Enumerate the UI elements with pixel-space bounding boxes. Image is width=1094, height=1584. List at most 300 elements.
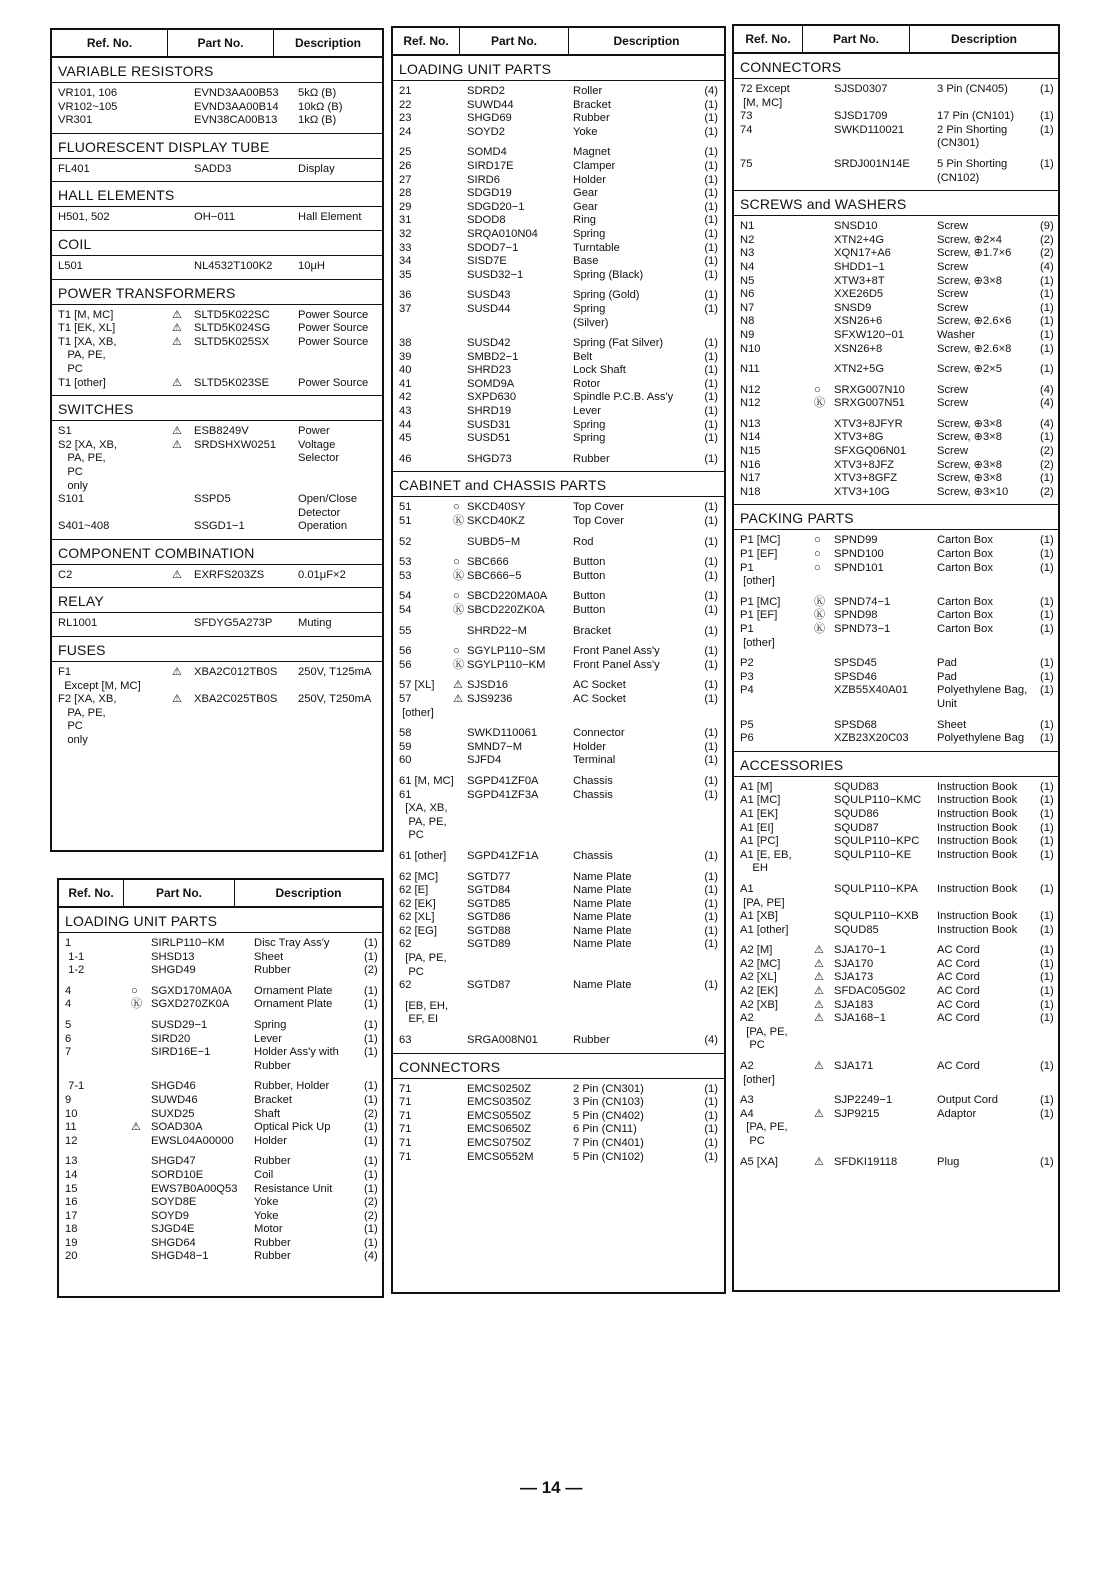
cell-description: Rubber (254, 1059, 291, 1072)
cell-mark (814, 261, 834, 275)
cell-description: Button (573, 604, 606, 616)
cell-ref-no: 29 (399, 200, 412, 213)
cell-description: 0.01μF×2 (298, 568, 346, 581)
cell-mark (131, 1237, 151, 1251)
table-row (740, 910, 1052, 924)
cell-ref-no: 40 (399, 364, 412, 377)
cell-quantity: (1) (1040, 821, 1054, 834)
cell-quantity: (1) (704, 535, 718, 548)
cell-ref-no: 42 (399, 391, 412, 404)
cell-ref-no: 9 (65, 1093, 72, 1106)
table-row (65, 985, 376, 999)
cell-description: Spring (Fat Silver) (573, 337, 664, 350)
section-title: SWITCHES (52, 395, 382, 421)
cell-description (298, 707, 402, 721)
table-row (740, 486, 1052, 500)
cell-mark (814, 275, 834, 289)
cell-quantity: (1) (704, 754, 718, 767)
cell-part-no: SJA171 (834, 1060, 874, 1073)
cell-part-no: ESB8249V (194, 425, 249, 438)
cell-mark (814, 247, 834, 261)
cell-mark (131, 951, 151, 965)
table-row (399, 979, 718, 993)
cell-quantity: (1) (704, 515, 718, 528)
table-row (740, 158, 1052, 172)
cell-ref-no: 27 (399, 173, 412, 186)
cell-mark (172, 114, 194, 128)
cell-quantity: (1) (1040, 609, 1054, 622)
table-row (740, 862, 1052, 876)
cell-mark (814, 1039, 834, 1053)
cell-description: Ring (573, 214, 597, 227)
cell-quantity: (1) (704, 624, 718, 637)
table-row (399, 364, 718, 378)
cell-part-no (834, 862, 937, 876)
cell-quantity (696, 952, 718, 966)
table-row (65, 1237, 376, 1251)
cell-part-no: SHDD1−1 (834, 260, 885, 273)
cell-mark (131, 964, 151, 978)
cell-mark (131, 1196, 151, 1210)
header-part-no: Part No. (168, 30, 274, 56)
cell-quantity: (1) (1040, 718, 1054, 731)
cell-mark: ⚠ (172, 666, 183, 679)
cell-part-no: SLTD5K022SC (194, 308, 270, 321)
cell-ref-no: 62 [EG] (399, 924, 437, 937)
cell-ref-no: S1 (58, 425, 72, 438)
cell-description: Operation (298, 520, 348, 533)
cell-description: Display (298, 162, 335, 175)
cell-quantity: (4) (1040, 383, 1054, 396)
cell-quantity: (1) (704, 556, 718, 569)
cell-quantity: (1) (1040, 910, 1054, 923)
cell-ref-no: 24 (399, 125, 412, 138)
cell-quantity: (1) (364, 1168, 378, 1181)
cell-part-no: XTW3+8T (834, 274, 885, 287)
table-row (58, 734, 376, 748)
cell-description: (CN301) (937, 137, 980, 150)
cell-part-no: SGPD41ZF1A (467, 849, 539, 862)
cell-mark (172, 680, 194, 694)
cell-ref-no: 56 (399, 658, 412, 671)
cell-mark (814, 684, 834, 698)
cell-description: Lever (573, 405, 601, 418)
cell-part-no: SJS9236 (467, 692, 513, 705)
cell-quantity: (1) (704, 227, 718, 240)
cell-mark (172, 452, 194, 466)
cell-part-no: SXPD630 (467, 391, 517, 404)
table-row (740, 329, 1052, 343)
cell-quantity: (1) (704, 884, 718, 897)
cell-part-no: SHRD19 (467, 405, 512, 418)
cell-quantity: (1) (1040, 328, 1054, 341)
cell-ref-no: EH (740, 862, 768, 875)
cell-quantity: (1) (364, 1018, 378, 1031)
cell-part-no: SGXD270ZK0A (151, 998, 230, 1011)
cell-quantity: (1) (704, 911, 718, 924)
cell-part-no: SOYD9 (151, 1209, 189, 1222)
cell-ref-no: 74 (740, 123, 753, 136)
cell-mark (131, 1250, 151, 1264)
cell-part-no (194, 680, 298, 694)
cell-quantity: (1) (1040, 595, 1054, 608)
cell-ref-no: [EB, EH, (399, 999, 449, 1012)
table-row (65, 1033, 376, 1047)
cell-description: 10μH (298, 259, 325, 272)
cell-ref-no: 61 (399, 788, 412, 801)
table-row (740, 985, 1052, 999)
cell-part-no: NL4532T100K2 (194, 259, 273, 272)
cell-part-no: XBA2C012TB0S (194, 666, 278, 679)
cell-part-no (194, 734, 298, 748)
cell-ref-no: C2 (58, 568, 73, 581)
table-row: 53 ○ SBC666 Button (1) (399, 556, 718, 569)
cell-ref-no: N15 (740, 445, 761, 458)
cell-description: Spring (254, 1018, 287, 1031)
table-row (740, 609, 1052, 623)
cell-quantity (1040, 97, 1052, 111)
cell-description: Detector (298, 506, 341, 519)
cell-quantity: (1) (1040, 363, 1054, 376)
cell-part-no: SHGD46 (151, 1080, 196, 1093)
cell-description: Instruction Book (937, 794, 1018, 807)
table-row (58, 211, 376, 225)
cell-part-no: SQUD87 (834, 821, 879, 834)
cell-description: Screw (937, 220, 969, 233)
cell-quantity: (1) (704, 679, 718, 692)
cell-part-no: SPSD45 (834, 657, 877, 670)
table-row (58, 666, 376, 680)
cell-mark (814, 910, 834, 924)
cell-quantity: (1) (704, 432, 718, 445)
cell-quantity: (1) (1040, 123, 1054, 136)
cell-mark (814, 1074, 834, 1088)
cell-mark (814, 794, 834, 808)
cell-quantity: (1) (1040, 684, 1054, 697)
cell-quantity: (1) (364, 937, 378, 949)
cell-quantity: (2) (364, 1196, 378, 1209)
section-title: CONNECTORS (393, 1053, 724, 1079)
cell-ref-no: A1 [E, EB, (740, 848, 792, 861)
cell-quantity (1040, 862, 1052, 876)
table-row (399, 775, 718, 789)
cell-ref-no: 60 (399, 754, 412, 767)
cell-mark: ⚠ (172, 425, 183, 438)
cell-description (298, 720, 402, 734)
cell-quantity: (1) (1040, 472, 1054, 485)
table-row (65, 951, 376, 965)
table-row (740, 1039, 1052, 1053)
cell-ref-no: Except [M, MC] (58, 679, 141, 692)
cell-ref-no: PC (740, 1135, 765, 1147)
cell-quantity (696, 707, 718, 721)
cell-ref-no (740, 698, 814, 712)
table-row (399, 289, 718, 303)
cell-quantity: (1) (1040, 657, 1054, 670)
table-row (740, 110, 1052, 124)
cell-ref-no (399, 317, 467, 331)
cell-ref-no: VR301 (58, 114, 93, 127)
cell-mark (814, 1121, 834, 1135)
cell-quantity: (1) (704, 1123, 718, 1136)
cell-description: Washer (937, 328, 976, 341)
cell-part-no: XTV3+8G (834, 431, 884, 444)
cell-description: Screw, ⊕3×8 (937, 458, 1003, 471)
cell-part-no: SHGD47 (151, 1155, 196, 1168)
table-row (740, 302, 1052, 316)
table-row (740, 719, 1052, 733)
cell-description: Holder (573, 740, 606, 753)
cell-ref-no: A2 [XB] (740, 998, 778, 1011)
cell-mark (814, 315, 834, 329)
cell-part-no: SNSD10 (834, 220, 878, 233)
cell-part-no: SUSD44 (467, 302, 511, 315)
cell-part-no (194, 349, 298, 363)
cell-description: Instruction Book (937, 923, 1018, 936)
cell-quantity: (1) (704, 364, 718, 377)
cell-quantity: (1) (704, 604, 718, 616)
cell-description: 250V, T250mA (298, 693, 372, 706)
cell-quantity (1040, 637, 1052, 651)
cell-description: Ornament Plate (254, 998, 333, 1011)
cell-mark (814, 302, 834, 316)
section-title: CONNECTORS (734, 54, 1058, 79)
cell-quantity (1040, 137, 1052, 151)
cell-quantity: (1) (364, 1046, 378, 1059)
cell-quantity: (1) (1040, 1094, 1054, 1107)
cell-part-no: SPSD68 (834, 718, 877, 731)
cell-part-no: XSN26+8 (834, 342, 883, 355)
cell-part-no: SKCD40SY (467, 501, 526, 514)
table-row (65, 964, 376, 978)
cell-description: Rubber (573, 112, 610, 125)
cell-description: Screw (937, 301, 969, 314)
table-row (399, 1034, 718, 1048)
cell-mark (131, 1108, 151, 1122)
cell-ref-no: 22 (399, 98, 412, 111)
table-row (740, 261, 1052, 275)
table-row (58, 363, 376, 377)
cell-ref-no: [PA, PE, (399, 952, 447, 965)
header-part-no: Part No. (124, 880, 235, 906)
cell-mark: ⚠ (814, 957, 825, 970)
table-row (740, 822, 1052, 836)
cell-ref-no: PA, PE, (58, 706, 106, 719)
cell-description (298, 680, 402, 694)
table-row (399, 727, 718, 741)
cell-part-no: SHGD64 (151, 1236, 196, 1249)
table-row (740, 657, 1052, 671)
cell-part-no: SJSD1709 (834, 110, 888, 123)
table-row (399, 269, 718, 283)
table-row (65, 998, 376, 1012)
cell-mark (814, 172, 834, 186)
cell-ref-no: [PA, PE, (740, 1025, 788, 1038)
cell-quantity (696, 829, 718, 843)
table-row (740, 698, 1052, 712)
cell-quantity (696, 317, 718, 331)
table-row (399, 1013, 718, 1027)
cell-mark (131, 1169, 151, 1183)
section-title: RELAY (52, 587, 382, 613)
cell-part-no: SIRD20 (151, 1032, 191, 1045)
cell-part-no: XTV3+8JFZ (834, 458, 894, 471)
cell-ref-no: VR101, 106 (58, 87, 118, 99)
cell-part-no: SGTD89 (467, 938, 511, 951)
cell-description: Coil (254, 1168, 274, 1181)
cell-ref-no: P6 (740, 732, 754, 745)
cell-quantity: (1) (1040, 110, 1054, 123)
cell-ref-no: 73 (740, 110, 753, 123)
table-row (399, 952, 718, 966)
cell-ref-no: VR102~105 (58, 100, 118, 113)
cell-ref-no: 4 (65, 984, 72, 997)
cell-part-no (467, 816, 573, 830)
table-row: 54 Ⓚ SBCD220ZK0A Button (1) (399, 604, 718, 616)
cell-mark (814, 657, 834, 671)
cell-ref-no (740, 172, 814, 186)
cell-ref-no: N7 (740, 301, 755, 314)
cell-part-no: SJA173 (834, 971, 874, 984)
cell-part-no (834, 1121, 937, 1135)
table-row (399, 789, 718, 803)
cell-part-no: SGXD170MA0A (151, 984, 232, 997)
section (52, 58, 382, 133)
cell-ref-no: P1 [EF] (740, 609, 778, 622)
table-row (399, 925, 718, 939)
cell-part-no (467, 802, 573, 816)
cell-part-no (194, 720, 298, 734)
cell-mark (131, 937, 151, 951)
cell-description: 5 Pin (CN402) (573, 1109, 644, 1122)
cell-mark (172, 480, 194, 494)
cell-description: Roller (573, 85, 603, 97)
cell-mark (131, 1080, 151, 1094)
cell-description: AC Socket (573, 679, 626, 692)
cell-part-no: EVN38CA00B13 (194, 114, 278, 127)
cell-part-no: EMCS0550Z (467, 1109, 532, 1122)
table-row (399, 85, 718, 99)
table-row (399, 453, 718, 467)
table-row (58, 101, 376, 115)
cell-description: AC Cord (937, 971, 980, 984)
cell-quantity: (1) (1040, 1060, 1054, 1073)
cell-quantity: (1) (1040, 561, 1054, 574)
cell-part-no (834, 97, 937, 111)
table-row (740, 808, 1052, 822)
cell-ref-no: 34 (399, 255, 412, 268)
cell-mark (814, 849, 834, 863)
cell-quantity: (1) (1040, 780, 1054, 793)
cell-ref-no: 71 (399, 1137, 412, 1149)
cell-ref-no: [M, MC] (740, 96, 783, 109)
cell-part-no (467, 317, 573, 331)
cell-quantity: (1) (704, 788, 718, 801)
cell-part-no: XZB23X20C03 (834, 732, 909, 745)
cell-description: Turntable (573, 241, 620, 254)
cell-ref-no: A2 [XL] (740, 971, 777, 984)
cell-mark (814, 732, 834, 746)
cell-ref-no: 26 (399, 159, 412, 172)
cell-quantity: (2) (1040, 485, 1054, 498)
cell-description: Selector (298, 452, 340, 465)
cell-description: Ornament Plate (254, 984, 333, 997)
cell-quantity: (1) (1040, 944, 1054, 957)
cell-quantity: (1) (1040, 288, 1054, 301)
table-row (399, 816, 718, 830)
cell-mark: Ⓚ (814, 595, 826, 608)
cell-description: Spring (Gold) (573, 289, 640, 302)
cell-part-no: SFXGQ06N01 (834, 445, 907, 458)
cell-mark: ⚠ (814, 1060, 825, 1073)
table-row (58, 452, 376, 466)
cell-ref-no: 10 (65, 1107, 78, 1120)
cell-description: Screw, ⊕3×8 (937, 417, 1003, 430)
cell-part-no: XTN2+4G (834, 233, 885, 246)
cell-description: Top Cover (573, 501, 624, 514)
table-row (65, 1019, 376, 1033)
cell-description: Rubber (254, 964, 291, 977)
header-description: Description (613, 34, 680, 48)
section-title: ACCESSORIES (734, 751, 1058, 777)
table-row (399, 146, 718, 160)
panel-loading-unit-parts-1 (57, 878, 384, 1298)
cell-part-no: SWKD110061 (467, 727, 538, 740)
cell-ref-no: 44 (399, 418, 412, 431)
cell-quantity: (2) (364, 1107, 378, 1120)
cell-description (573, 816, 696, 830)
table-row (65, 1210, 376, 1224)
table-row (399, 1096, 718, 1110)
cell-description: Pad (937, 670, 957, 683)
cell-ref-no: 13 (65, 1155, 78, 1168)
cell-mark (172, 163, 194, 177)
cell-quantity: (1) (704, 501, 718, 514)
cell-ref-no: P1 (740, 623, 754, 635)
cell-part-no: EMCS0350Z (467, 1096, 532, 1109)
table-row (58, 439, 376, 453)
cell-description: Pad (937, 657, 957, 670)
table-row (399, 741, 718, 755)
table-row (58, 425, 376, 439)
cell-description (937, 862, 1040, 876)
table-row: 54 ○ SBCD220MA0A Button (1) (399, 590, 718, 603)
cell-description: Carton Box (937, 534, 993, 547)
cell-ref-no: 33 (399, 241, 412, 254)
cell-description (573, 707, 696, 721)
table-row (58, 163, 376, 177)
table-row (399, 174, 718, 188)
cell-mark (814, 719, 834, 733)
table-row (58, 377, 376, 391)
cell-description: Connector (573, 727, 625, 740)
cell-part-no (194, 480, 298, 494)
cell-part-no: SGYLP110−SM (467, 645, 546, 658)
table-row (58, 507, 376, 521)
cell-mark (814, 97, 834, 111)
section (52, 181, 382, 230)
cell-ref-no: A3 (740, 1094, 754, 1107)
cell-ref-no: 72 Except (740, 83, 790, 95)
cell-quantity: (1) (704, 125, 718, 138)
cell-part-no (834, 1039, 937, 1053)
cell-quantity: (1) (704, 979, 718, 992)
panel-connectors-screws-packing-accessories (732, 24, 1060, 1292)
cell-quantity: (1) (704, 159, 718, 172)
cell-ref-no: N12 (740, 397, 761, 410)
cell-part-no (834, 698, 937, 712)
cell-description: Screw, ⊕2.6×8 (937, 342, 1012, 355)
